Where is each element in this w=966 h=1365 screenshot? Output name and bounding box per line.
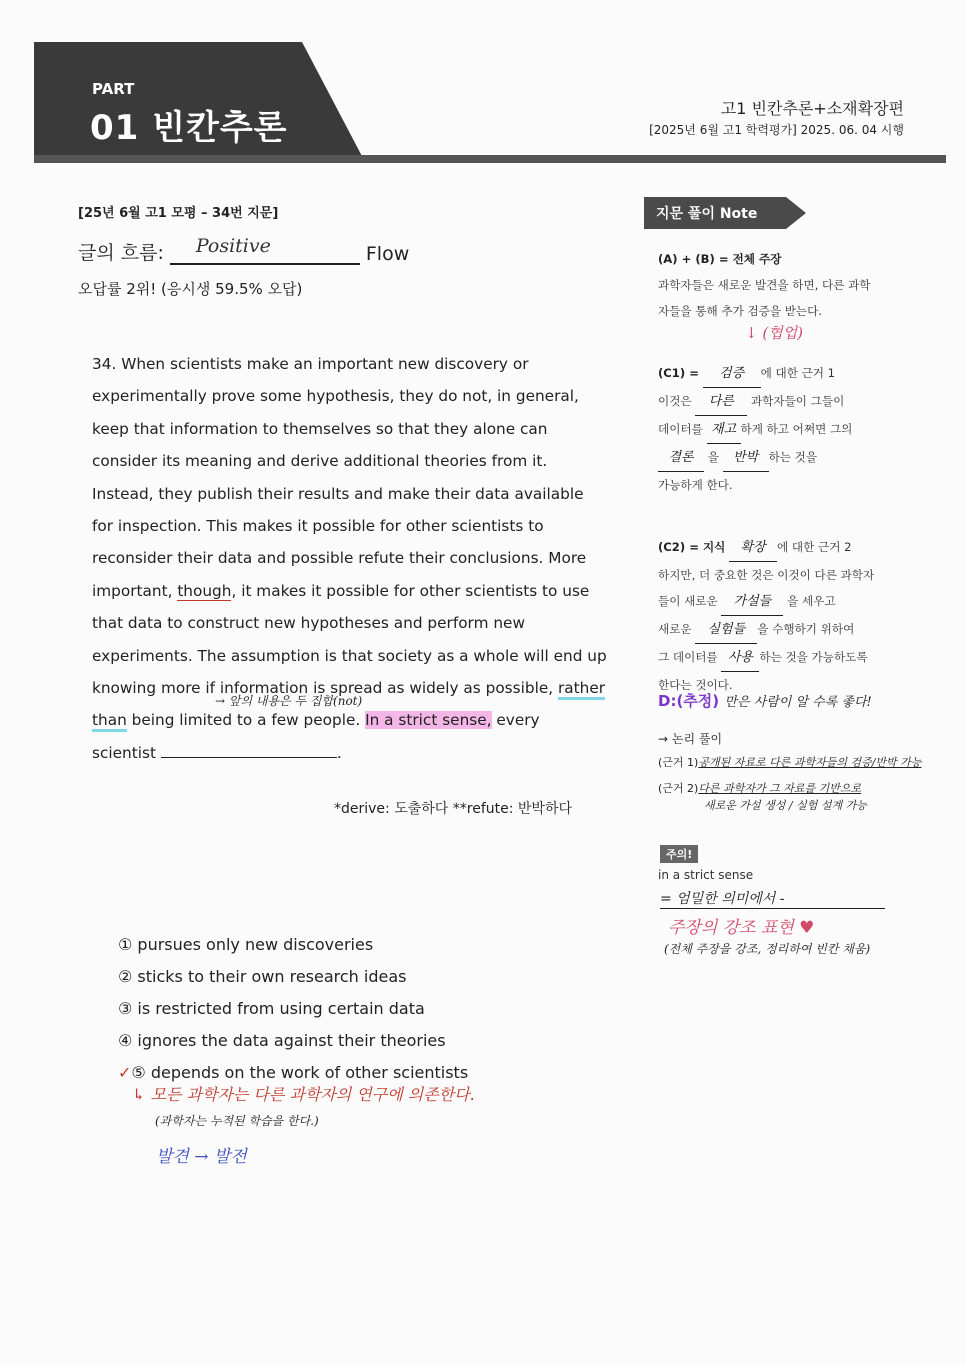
ab-text-2: 자들을 통해 추가 검증을 받는다. xyxy=(658,304,823,318)
ab-annotation: ↓ (협업) xyxy=(745,324,804,342)
c2-l3-fill[interactable]: 가설들 xyxy=(721,589,783,616)
c2-l6: 한다는 것이다. xyxy=(658,678,733,692)
c1-l2-pre: 이것은 xyxy=(658,394,692,408)
c1-l3-fill[interactable]: 재고 xyxy=(707,417,741,444)
c2-fill[interactable]: 확장 xyxy=(729,535,777,562)
passage-text-4: every scientist xyxy=(92,711,540,762)
d-label: D:(추정) xyxy=(658,692,720,710)
c1-l4-mid: 을 xyxy=(707,450,719,464)
ev2-text-1: 다른 과학자가 그 자료를 기반으로 xyxy=(698,782,862,795)
ab-text-1: 과학자들은 새로운 발견을 하면, 다른 과학 xyxy=(658,278,871,292)
choice-4[interactable]: ④ ignores the data against their theories xyxy=(118,1031,446,1050)
note-ab xyxy=(658,246,918,324)
flow-handwritten: Positive xyxy=(195,235,271,257)
passage-rather-than: rather than xyxy=(92,679,605,732)
c2-l5-fill[interactable]: 사용 xyxy=(721,645,759,672)
flow-label: 글의 흐름: xyxy=(78,242,164,264)
passage-text-1: 34. When scientists make an important new discovery or experimentally prove some hypothesis, they do not, in general, keep that information to themselves so that they alone can consider its meaning and derive additional theories from it. Instead, they publish their results and make their data available for inspection. This makes it possible for other scientists to reconsider their data and possible refute their conclusions. More important, xyxy=(92,355,587,600)
c2-prefix: (C2) = 지식 xyxy=(658,540,726,554)
ev2-label: (근거 2) xyxy=(658,782,699,795)
ab-title: (A) + (B) = 전체 주장 xyxy=(658,252,782,266)
d-claim xyxy=(658,690,872,711)
choice-5-text: ⑤ depends on the work of other scientists xyxy=(131,1063,469,1082)
ev1-text: 공개된 자료로 다른 과학자들의 검증/반박 가능 xyxy=(698,756,922,769)
passage-source: [25년 6월 고1 모평 – 34번 지문] xyxy=(78,206,279,221)
logic-title: → 논리 풀이 xyxy=(658,732,723,746)
c1-prefix: (C1) = xyxy=(658,366,699,380)
passage-though: though xyxy=(177,581,232,600)
c2-l5-pre: 그 데이터를 xyxy=(658,650,718,664)
c2-l3-pre: 들이 새로운 xyxy=(658,594,718,608)
evidence-1 xyxy=(658,754,921,770)
c1-suffix: 에 대한 근거 1 xyxy=(760,366,836,380)
passage-text-3: being limited to a few people. xyxy=(126,711,366,730)
answer-note-small: (과학자는 누적된 학습을 한다.) xyxy=(155,1114,319,1128)
header-rule xyxy=(34,155,946,163)
passage-end: . xyxy=(336,743,342,762)
passage-strict-sense: In a strict sense, xyxy=(365,711,492,730)
c2-l4-fill[interactable]: 실험들 xyxy=(695,617,757,644)
c1-l4-fill-1[interactable]: 결론 xyxy=(658,445,704,472)
check-mark-icon: ✓ xyxy=(118,1063,132,1082)
book-title: 고1 빈칸추론+소재확장편 xyxy=(720,99,904,118)
note-tab-label: 지문 풀이 Note xyxy=(656,206,758,222)
ev2-text-2: 새로운 가설 생성 / 실험 설계 가능 xyxy=(704,799,867,812)
choices-list xyxy=(118,929,468,1089)
c2-suffix: 에 대한 근거 2 xyxy=(777,540,852,554)
part-label: PART xyxy=(92,80,135,98)
error-rate: 오답률 2위! (응시생 59.5% 오답) xyxy=(78,280,303,298)
answer-blank[interactable] xyxy=(161,743,337,758)
caution-badge: 주의! xyxy=(660,845,698,863)
strict-emphasis: 주장의 강조 표현 ♥ xyxy=(668,918,815,938)
answer-note-blue: 발견 → 발전 xyxy=(156,1147,247,1167)
c1-l4-fill-2[interactable]: 반박 xyxy=(723,445,769,472)
c1-l3-post: 하게 하고 어쩌면 그의 xyxy=(740,422,853,436)
flow-blank[interactable] xyxy=(170,235,360,265)
d-text: 만은 사람이 알 수록 좋다! xyxy=(724,695,872,710)
passage-text-2: , it makes it possible for other scientists to use that data to construct new hypotheses and perform new experiments. The assumption is that society as a whole will end up knowing more if information is spread as widely as possible, xyxy=(92,581,607,698)
flow-row xyxy=(78,235,410,265)
note-c2 xyxy=(658,534,918,698)
ev1-label: (근거 1) xyxy=(658,756,699,769)
c1-l2-post: 과학자들이 그들이 xyxy=(750,394,845,408)
c1-fill[interactable]: 검증 xyxy=(703,361,761,388)
c2-l4-pre: 새로운 xyxy=(658,622,692,636)
c2-l2: 하지만, 더 중요한 것은 이것이 다른 과학자 xyxy=(658,568,875,582)
part-title: 01 빈칸추론 xyxy=(90,108,288,148)
c2-l4-post: 을 수행하기 위하여 xyxy=(757,622,855,636)
c1-l5: 가능하게 한다. xyxy=(658,478,733,492)
flow-suffix: Flow xyxy=(365,243,410,265)
strict-note: (전체 주장을 강조, 정리하여 빈칸 채움) xyxy=(664,942,871,956)
c2-l5-post: 하는 것을 가능하도록 xyxy=(759,650,868,664)
c1-l3-pre: 데이터를 xyxy=(658,422,703,436)
choice-2[interactable]: ② sticks to their own research ideas xyxy=(118,967,407,986)
choice-1[interactable]: ① pursues only new discoveries xyxy=(118,935,374,954)
rather-than-annotation: → 앞의 내용은 두 집합(not) xyxy=(215,694,363,708)
glossary: *derive: 도출하다 **refute: 반박하다 xyxy=(334,801,572,817)
c1-l4-post: 하는 것을 xyxy=(768,450,818,464)
choice-3[interactable]: ③ is restricted from using certain data xyxy=(118,999,425,1018)
strict-phrase: in a strict sense xyxy=(658,868,754,882)
strict-meaning: = 엄밀한 의미에서 - xyxy=(660,888,885,909)
c2-l3-post: 을 세우고 xyxy=(787,594,836,608)
note-c1 xyxy=(658,360,918,498)
evidence-2 xyxy=(658,780,867,814)
answer-note-red: ↳ 모든 과학자는 다른 과학자의 연구에 의존한다. xyxy=(132,1085,475,1104)
exam-info: [2025년 6월 고1 학력평가] 2025. 06. 04 시행 xyxy=(649,123,904,137)
c1-l2-fill[interactable]: 다른 xyxy=(695,389,747,416)
